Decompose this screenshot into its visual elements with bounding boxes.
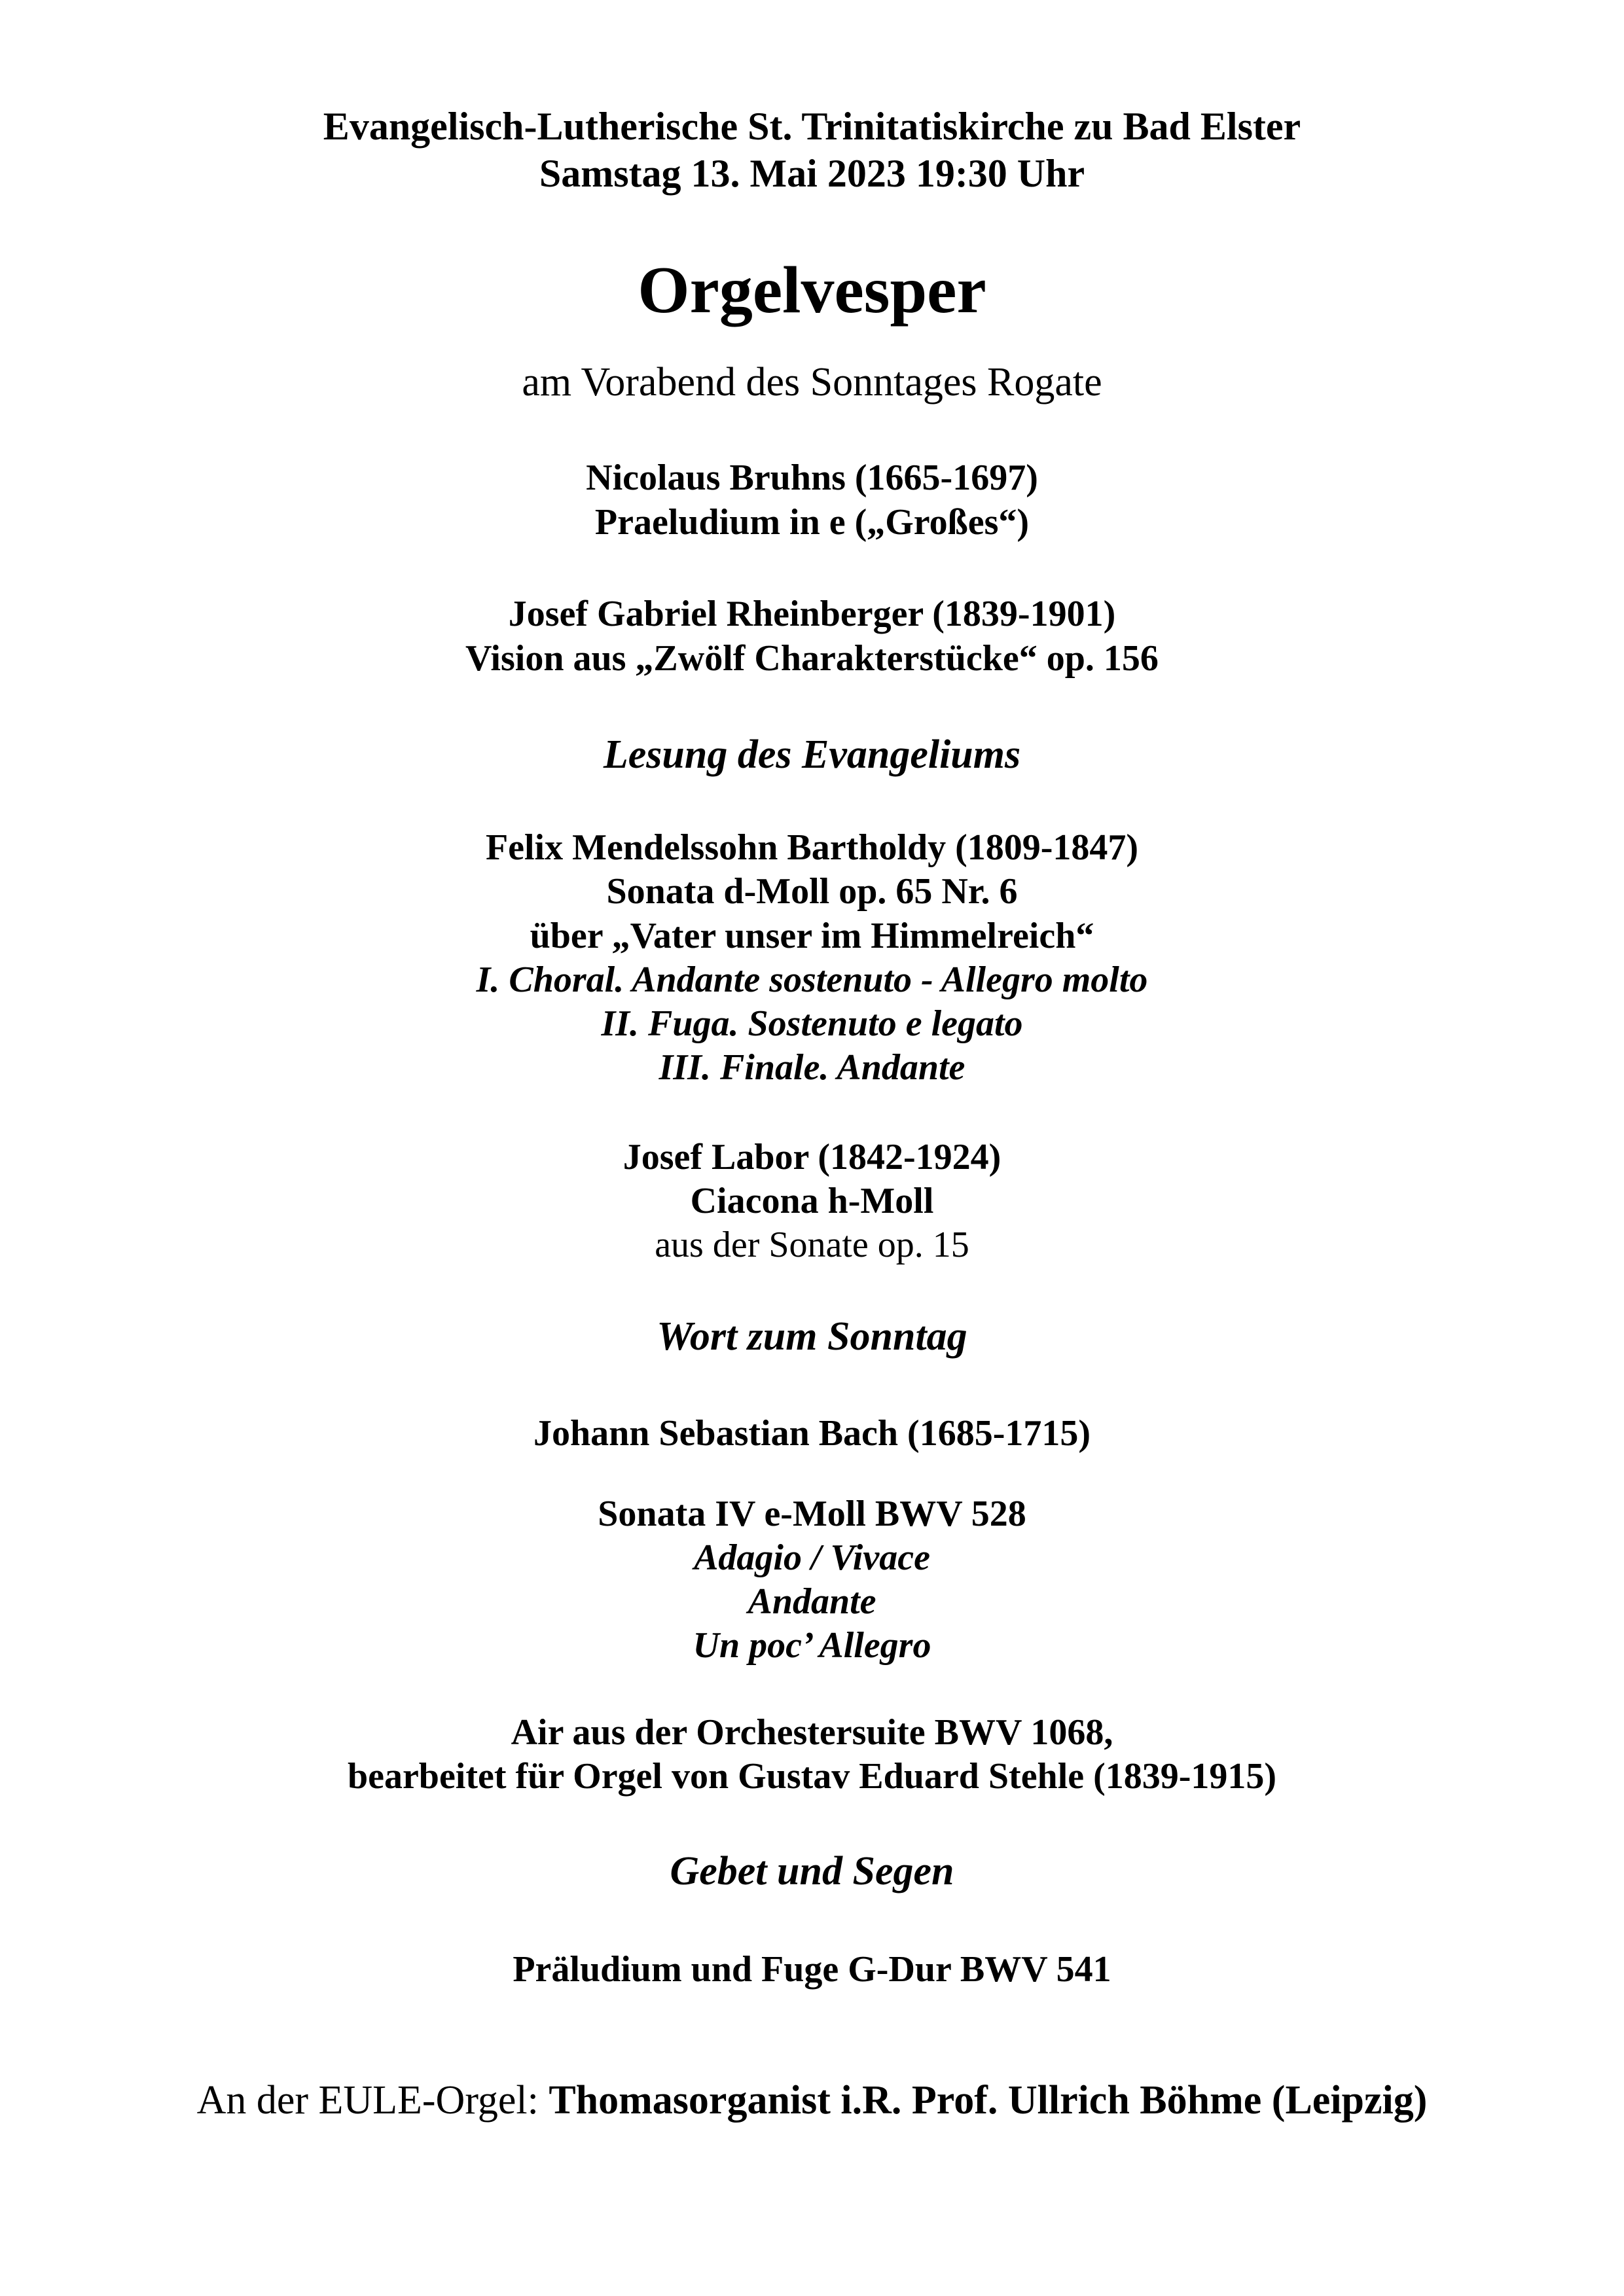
performer-label: An der EULE-Orgel: <box>196 2078 549 2123</box>
section-word: Wort zum Sonntag <box>657 1314 967 1359</box>
labor-composer: Josef Labor (1842-1924) <box>623 1137 1001 1177</box>
page-subtitle: am Vorabend des Sonntages Rogate <box>522 360 1102 404</box>
mendelssohn-movement: I. Choral. Andante sostenuto - Allegro molto <box>476 960 1148 1000</box>
rheinberger-work: Vision aus „Zwölf Charakterstücke“ op. 156 <box>465 638 1159 679</box>
page-title: Orgelvesper <box>638 253 986 327</box>
bruhns-work: Praeludium in e („Großes“) <box>594 502 1030 543</box>
bach-composer: Johann Sebastian Bach (1685-1715) <box>533 1413 1091 1454</box>
bach-movement: Andante <box>748 1581 876 1622</box>
mendelssohn-composer: Felix Mendelssohn Bartholdy (1809-1847) <box>485 827 1139 868</box>
bach-sonata: Sonata IV e-Moll BWV 528 <box>598 1494 1026 1534</box>
bach-air: Air aus der Orchestersuite BWV 1068, <box>511 1712 1113 1753</box>
mendelssohn-subtitle: über „Vater unser im Himmelreich“ <box>530 916 1094 956</box>
labor-work: Ciacona h-Moll <box>690 1181 934 1221</box>
section-reading: Lesung des Evangeliums <box>603 732 1021 777</box>
finale-work: Präludium und Fuge G-Dur BWV 541 <box>513 1949 1111 1990</box>
mendelssohn-movement: II. Fuga. Sostenuto e legato <box>601 1003 1023 1044</box>
bach-movement: Adagio / Vivace <box>694 1537 930 1578</box>
performer-line <box>0 2080 1624 2121</box>
performer-name: Thomasorganist i.R. Prof. Ullrich Böhme (Leipzig) <box>549 2078 1428 2123</box>
mendelssohn-movement: III. Finale. Andante <box>659 1047 965 1088</box>
labor-note: aus der Sonate op. 15 <box>655 1225 969 1265</box>
church-name: Evangelisch-Lutherische St. Trinitatiskirche zu Bad Elster <box>323 105 1301 148</box>
rheinberger-composer: Josef Gabriel Rheinberger (1839-1901) <box>508 594 1116 634</box>
bruhns-composer: Nicolaus Bruhns (1665-1697) <box>586 457 1038 498</box>
section-prayer: Gebet und Segen <box>670 1849 954 1893</box>
bach-movement: Un poc’ Allegro <box>693 1625 931 1666</box>
mendelssohn-work: Sonata d-Moll op. 65 Nr. 6 <box>606 871 1018 912</box>
event-date: Samstag 13. Mai 2023 19:30 Uhr <box>539 152 1085 195</box>
bach-air-arrangement: bearbeitet für Orgel von Gustav Eduard Stehle (1839-1915) <box>347 1756 1277 1797</box>
